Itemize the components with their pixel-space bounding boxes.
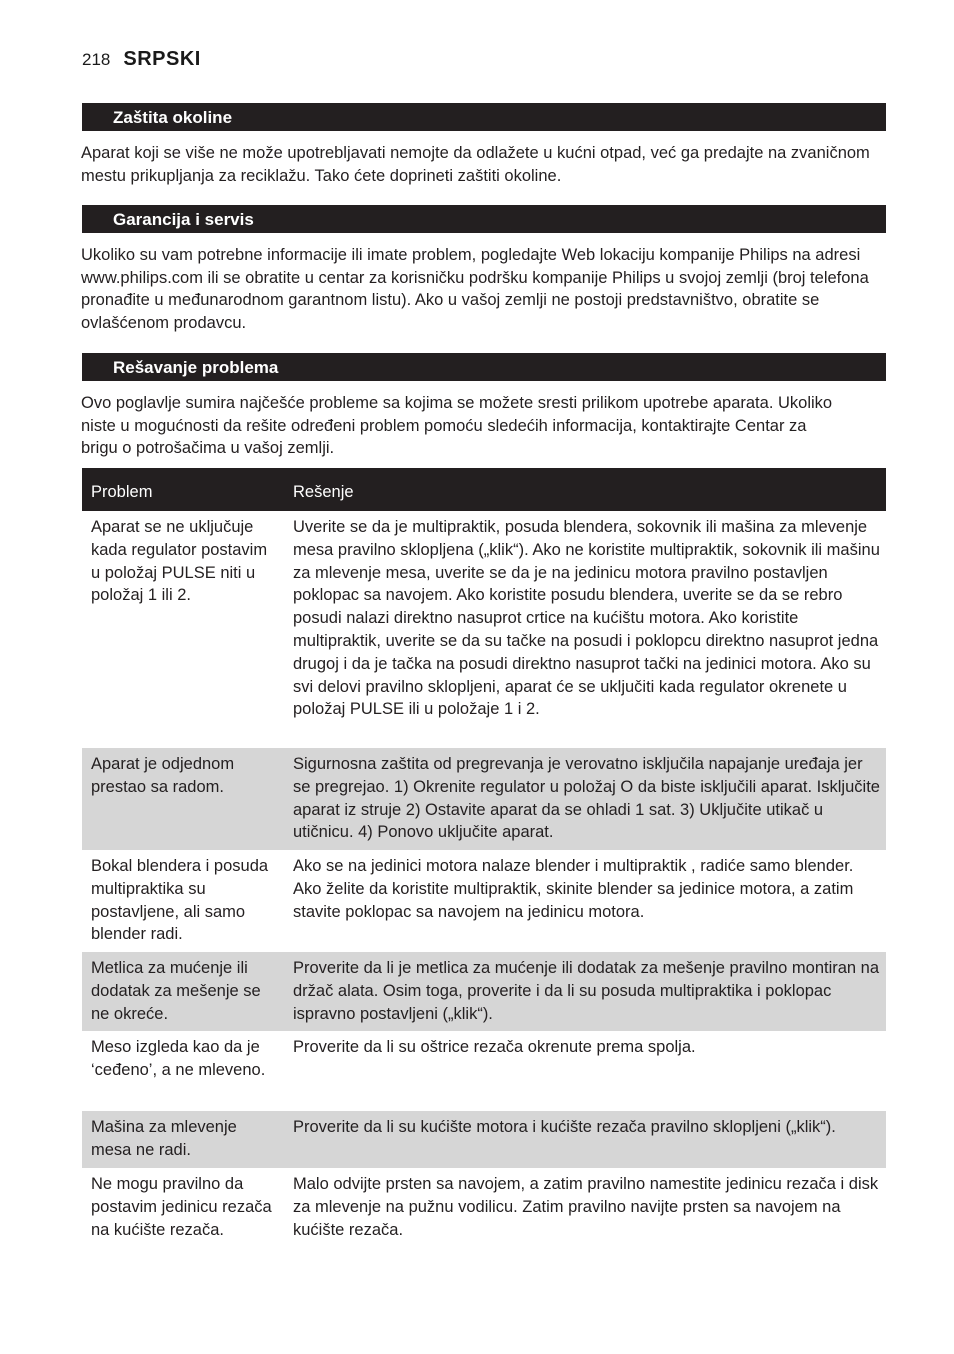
section-heading-troubleshooting: Rešavanje problema [82,353,886,381]
table-row [82,1168,886,1270]
solution-cell: Uverite se da je multipraktik, posuda blendera, sokovnik ili mašina za mlevenje mesa pravilno sklopljena („klik“). Ako ne koristite multipraktik, sokovnik ili mašinu za mlevenje mesa, uverite se da je na jedinicu motora pravilno postavljen poklopac sa navojem. Ako koristite posudu blendera, uverite se da se rebro posudi nalazi direktno nasuprot crtice na kućištu motora. Ako koristite multipraktik, uverite se da su tačke na posudi i poklopcu direktno nasuprot jedna drugoj i da je tačka na posudi direktno nasuprot tački na jedinici motora. Ako su svi delovi pravilno sklopljeni, aparat će se uključiti kada regulator okrenete u položaj PULSE ili u položaje 1 i 2. [293,518,880,719]
language-title: SRPSKI [123,48,201,70]
problem-cell: Aparat se ne uključuje kada regulator postavim u položaj PULSE niti u položaj 1 ili 2. [91,518,268,605]
table-row [82,952,886,1031]
page-header [82,48,201,71]
warranty-text-before: Ukoliko su vam potrebne informacije ili imate problem, pogledajte Web lokaciju kompanije Philips na adresi [81,246,861,264]
header-solution: Rešenje [293,483,354,501]
problem-cell: Aparat je odjednom prestao sa radom. [91,755,235,796]
warranty-text-after: ili se obratite u centar za korisničku podršku kompanije Philips u svojoj zemlji (broj telefona pronađite u međunarodnom garantnom listu). Ako u vašoj zemlji ne postoji predstavništvo, obratite se ovlašćenom prodavcu. [81,268,869,332]
table-row [82,850,886,952]
problem-cell: Ne mogu pravilno da postavim jedinicu rezača na kućište rezača. [91,1175,272,1239]
page-number: 218 [82,50,111,69]
solution-cell: Proverite da li je metlica za mućenje ili dodatak za mešenje pravilno montiran na držač alata. Osim toga, proverite i da li su posuda multipraktika i poklopac ispravno postavljeni („klik“). [293,959,880,1023]
solution-cell: Proverite da li su oštrice rezača okrenute prema spolja. [293,1038,696,1056]
problem-cell: Bokal blendera i posuda multipraktika su postavljene, ali samo blender radi. [91,857,269,944]
section-heading-environment: Zaštita okoline [82,103,886,131]
solution-cell: Ako se na jedinici motora nalaze blender i multipraktik , radiće samo blender. Ako želite da koristite multipraktik, skinite blender sa jedinice motora, a zatim stavite poklopac sa navojem na jedinicu motora. [293,857,854,921]
troubleshooting-paragraph: Ovo poglavlje sumira najčešće probleme sa kojima se možete sresti prilikom upotrebe aparata. Ukoliko niste u mogućnosti da rešite određeni problem pomoću sledećih informacija, kontaktirajte Centar za brigu o potrošačima u vašoj zemlji. [81,394,833,458]
environment-paragraph: Aparat koji se više ne može upotrebljavati nemojte da odlažete u kućni otpad, već ga predajte na zvaničnom mestu prikupljanja za reciklažu. Tako ćete doprineti zaštiti okoline. [81,144,870,185]
solution-cell: Sigurnosna zaštita od pregrevanja je verovatno isključila napajanje uređaja jer se pregrejao. 1) Okrenite regulator u položaj O da biste isključili aparat. Isključite aparat iz struje 2) Ostavite aparat da se ohladi 1 sat. 3) Uključite utikač u utičnicu. 4) Ponovo uključite aparat. [293,755,880,842]
table-row [82,1111,886,1168]
solution-cell: Proverite da li su kućište motora i kućište rezača pravilno sklopljeni („klik“). [293,1118,836,1136]
table-row [82,511,886,748]
warranty-paragraph [81,244,889,334]
philips-website-link[interactable]: www.philips.com [81,268,203,287]
table-header [82,468,886,511]
troubleshooting-table [82,468,886,1270]
header-problem: Problem [91,483,153,501]
table-row [82,748,886,850]
problem-cell: Meso izgleda kao da je ‘ceđeno’, a ne mleveno. [91,1038,266,1079]
section-heading-warranty: Garancija i servis [82,205,886,233]
table-row [82,1031,886,1111]
problem-cell: Metlica za mućenje ili dodatak za mešenje se ne okreće. [91,959,261,1023]
problem-cell: Mašina za mlevenje mesa ne radi. [91,1118,237,1159]
solution-cell: Malo odvijte prsten sa navojem, a zatim pravilno namestite jedinicu rezača i disk za mlevenje na pužnu vodilicu. Zatim pravilno navijte prsten sa navojem na kućište rezača. [293,1175,879,1239]
